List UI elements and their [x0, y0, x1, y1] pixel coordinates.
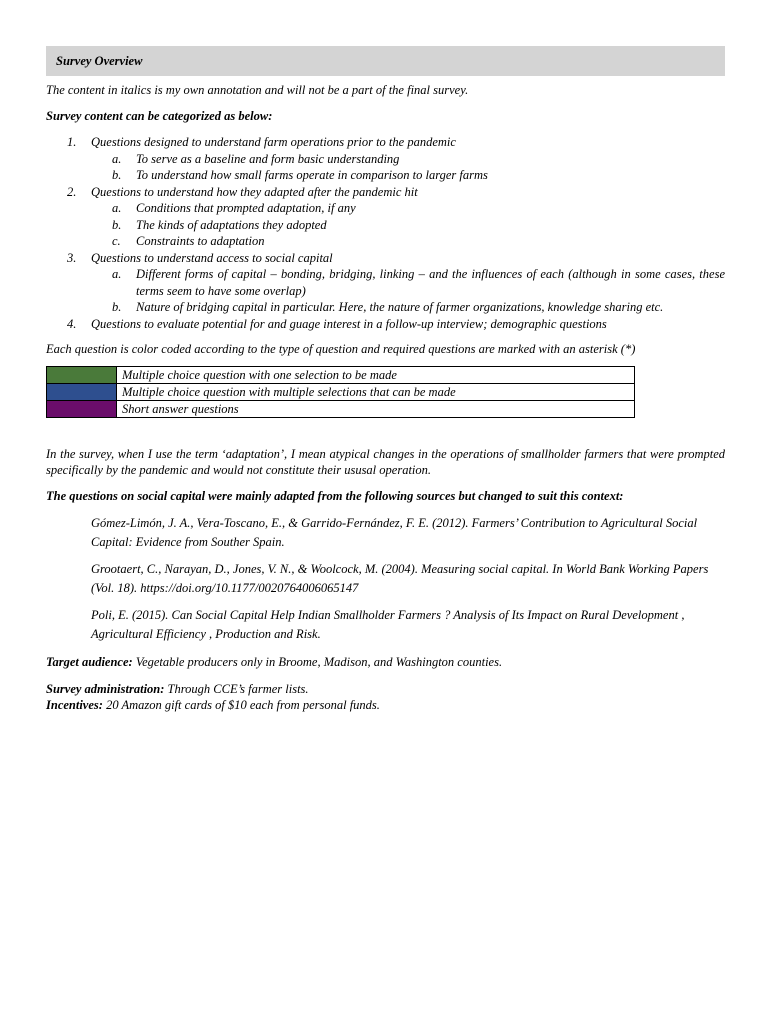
reference-item: Gómez-Limón, J. A., Vera-Toscano, E., & Garrido-Fernández, F. E. (2012). Farmers’ Contribution to Agricultural Social Capital: Evidence from Souther Spain. — [91, 516, 698, 549]
list-item-text: Questions designed to understand farm operations prior to the pandemic — [91, 135, 456, 149]
sub-list-item — [91, 217, 725, 234]
list-item — [46, 184, 725, 250]
section-title: Survey Overview — [56, 54, 143, 68]
legend-label: Short answer questions — [117, 401, 635, 418]
sub-list — [91, 266, 725, 316]
sub-item-text: The kinds of adaptations they adopted — [136, 217, 327, 232]
section-header-bar — [46, 46, 725, 76]
green-swatch — [47, 367, 117, 384]
sub-list — [91, 151, 725, 184]
categories-list — [46, 134, 725, 332]
sub-item-text: To serve as a baseline and form basic understanding — [136, 151, 400, 166]
target-audience-label: Target audience: — [46, 655, 133, 669]
legend-row — [47, 401, 635, 418]
sub-item-text: Constraints to adaptation — [136, 234, 265, 248]
sub-list-item — [91, 151, 725, 168]
survey-administration — [46, 681, 725, 697]
list-item-text: Questions to evaluate potential for and guage interest in a follow-up interview; demographic questions — [91, 316, 607, 331]
list-item-number: 3. — [67, 250, 77, 265]
reference-item: Poli, E. (2015). Can Social Capital Help Indian Smallholder Farmers ? Analysis of Its Impact on Rural Development , Agricultural Efficiency , Production and Risk. — [91, 608, 685, 641]
sub-item-text: To understand how small farms operate in comparison to larger farms — [136, 168, 488, 182]
incentives-value: 20 Amazon gift cards of $10 each from personal funds. — [102, 698, 380, 712]
color-legend-table — [46, 366, 635, 418]
blue-swatch — [47, 384, 117, 401]
list-item-number: 2. — [67, 184, 77, 199]
sub-list-item — [91, 299, 725, 316]
legend-row — [47, 384, 635, 401]
legend-label: Multiple choice question with one selection to be made — [117, 367, 635, 384]
sub-item-letter: b. — [112, 217, 122, 232]
list-item — [46, 316, 725, 333]
categories-heading: Survey content can be categorized as below: — [46, 109, 273, 123]
list-item-number: 4. — [67, 316, 77, 331]
survey-administration-value: Through CCE’s farmer lists. — [164, 682, 309, 696]
list-item — [46, 250, 725, 316]
sub-list-item — [91, 233, 725, 250]
sub-item-text: Different forms of capital – bonding, bridging, linking – and the influences of each (although in some cases, these terms seem to have some overlap) — [136, 267, 725, 298]
document-page — [46, 46, 725, 713]
incentives-label: Incentives: — [46, 698, 103, 712]
references-list — [46, 514, 725, 644]
list-item — [46, 134, 725, 184]
legend-row — [47, 367, 635, 384]
sub-item-text: Conditions that prompted adaptation, if any — [136, 201, 356, 215]
sub-item-letter: c. — [112, 234, 121, 248]
sub-item-letter: b. — [112, 168, 122, 182]
sub-list-item — [91, 266, 725, 299]
sub-list-item — [91, 200, 725, 217]
sub-item-letter: a. — [112, 151, 122, 166]
sub-item-letter: a. — [112, 267, 122, 281]
purple-swatch — [47, 401, 117, 418]
sub-list — [91, 200, 725, 250]
reference-item: Grootaert, C., Narayan, D., Jones, V. N., & Woolcock, M. (2004). Measuring social capital. In World Bank Working Papers (Vol. 18). https://doi.org/10.1177/0020764006065147 — [91, 562, 709, 595]
survey-administration-label: Survey administration: — [46, 682, 165, 696]
list-item-text: Questions to understand how they adapted after the pandemic hit — [91, 184, 418, 199]
incentives — [46, 697, 725, 713]
target-audience-value: Vegetable producers only in Broome, Madison, and Washington counties. — [132, 655, 503, 669]
list-item-number: 1. — [67, 135, 77, 149]
target-audience — [46, 654, 725, 670]
sub-list-item — [91, 167, 725, 184]
sub-item-letter: b. — [112, 300, 122, 314]
color-code-note: Each question is color coded according to the type of question and required questions are marked with an asterisk (*) — [46, 342, 636, 356]
adaptation-definition: In the survey, when I use the term ‘adaptation’, I mean atypical changes in the operations of smallholder farmers that were prompted specifically by the pandemic and would not constitute their ususal operation. — [46, 447, 725, 477]
annotation-note: The content in italics is my own annotation and will not be a part of the final survey. — [46, 83, 469, 97]
legend-label: Multiple choice question with multiple selections that can be made — [117, 384, 635, 401]
sub-item-text: Nature of bridging capital in particular. Here, the nature of farmer organizations, knowledge sharing etc. — [136, 300, 664, 314]
sub-item-letter: a. — [112, 201, 122, 215]
list-item-text: Questions to understand access to social capital — [91, 250, 333, 265]
sources-heading: The questions on social capital were mainly adapted from the following sources but changed to suit this context: — [46, 489, 624, 503]
